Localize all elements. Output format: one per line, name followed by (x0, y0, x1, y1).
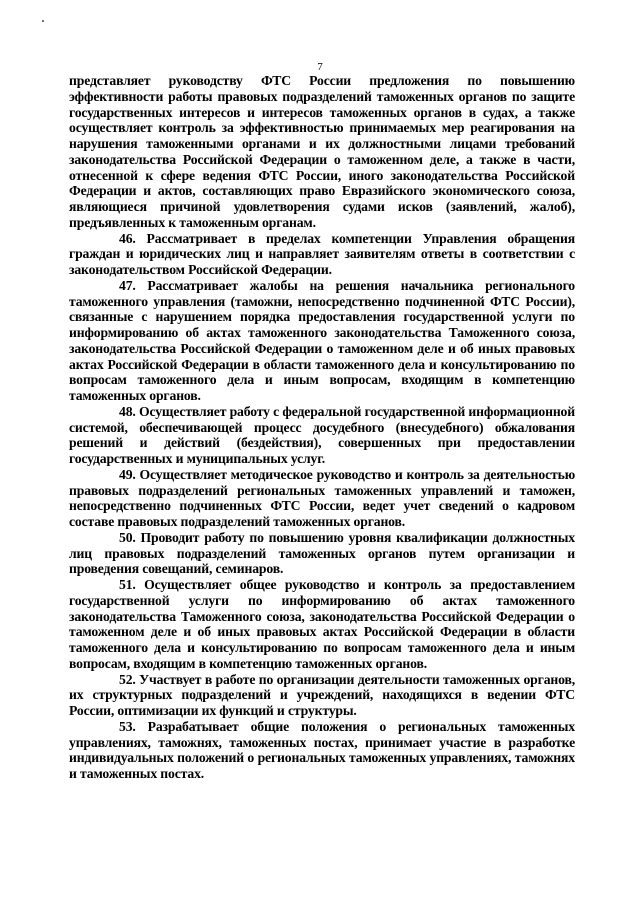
paragraph-item-46: 46. Рассматривает в пределах компетенции Управления обращения граждан и юридических лиц и направляет заявителям ответы в соответствии с законодательством Российской Федерации. (69, 230, 575, 277)
scan-speck (42, 20, 44, 22)
paragraph-item-50: 50. Проводит работу по повышению уровня квалификации должностных лиц правовых подразделений таможенных органов путем организации и проведения совещаний, семинаров. (69, 529, 575, 577)
page-number: 7 (317, 61, 323, 73)
document-body (69, 73, 575, 782)
paragraph-item-48: 48. Осуществляет работу с федеральной государственной информационной системой, обеспечивающей процесс досудебного (внесудебного) обжалования решений и действий (бездействия), совершенных при предоставлении государственных и муниципальных услуг. (69, 403, 575, 466)
paragraph-item-52: 52. Участвует в работе по организации деятельности таможенных органов, их структурных подразделений и учреждений, находящихся в ведении ФТС России, оптимизации их функций и структуры. (69, 671, 575, 718)
paragraph-item-51: 51. Осуществляет общее руководство и контроль за предоставлением государственной услуги по информированию об актах таможенного законодательства Таможенного союза, законодательства Российской Федерации о таможенном деле и об иных правовых актах Российской Федерации в области таможенного дела и консультированию по вопросам таможенного дела и иным вопросам, входящим в компетенцию таможенных органов. (69, 577, 575, 671)
paragraph-continuation: представляет руководству ФТС России предложения по повышению эффективности работы правовых подразделений таможенных органов по защите государственных интересов и интересов таможенных органов в судах, а также осуществляет контроль за эффективностью принимаемых мер реагирования на нарушения таможенными органами и их должностными лицами требований законодательства Российской Федерации о таможенном деле, а также в части, отнесенной к сфере ведения ФТС России, иного законодательства Российской Федерации и актов, составляющих право Евразийского экономического союза, являющиеся причиной удовлетворения судами исков (заявлений, жалоб), предъявленных к таможенным органам. (69, 73, 575, 230)
paragraph-item-53: 53. Разрабатывает общие положения о региональных таможенных управлениях, таможнях, таможенных постах, принимает участие в разработке индивидуальных положений о региональных таможенных управлениях, таможнях и таможенных постах. (69, 718, 575, 781)
paragraph-item-47: 47. Рассматривает жалобы на решения начальника регионального таможенного управления (таможни, непосредственно подчиненной ФТС России), связанные с нарушением порядка предоставления государственной услуги по информированию об актах таможенного законодательства Таможенного союза, законодательства Российской Федерации о таможенном деле и об иных правовых актах Российской Федерации в области таможенного дела и консультированию по вопросам таможенного дела и иным вопросам, входящим в компетенцию таможенных органов. (69, 277, 575, 403)
paragraph-item-49: 49. Осуществляет методическое руководство и контроль за деятельностью правовых подразделений региональных таможенных управлений и таможен, непосредственно подчиненных ФТС России, ведет учет сведений о кадровом составе правовых подразделений таможенных органов. (69, 466, 575, 529)
